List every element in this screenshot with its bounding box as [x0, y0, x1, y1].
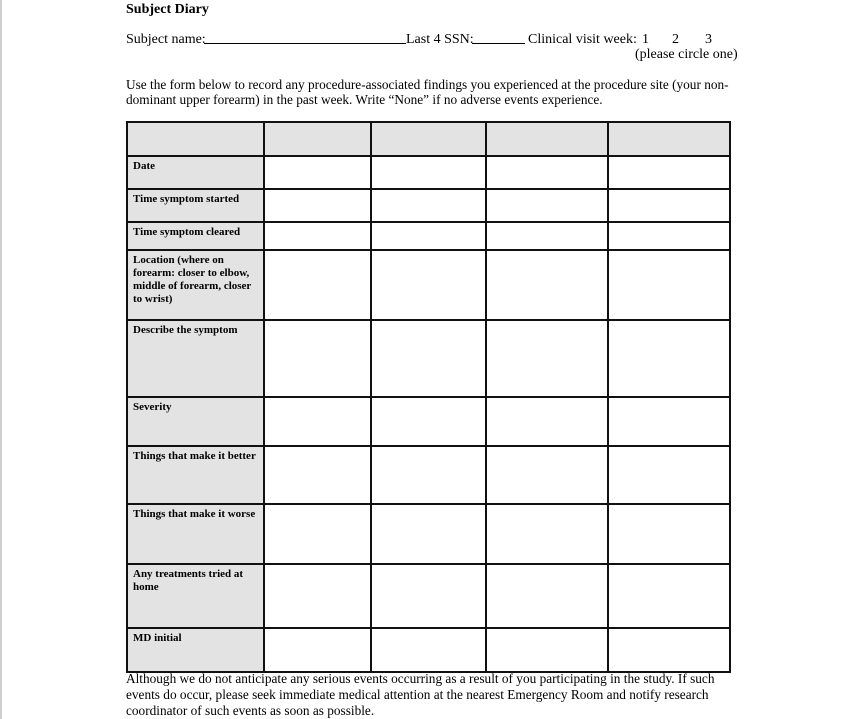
- table-header-row: [127, 122, 730, 156]
- visit-week-option-3[interactable]: 3: [705, 32, 712, 47]
- entry-cell[interactable]: [486, 504, 608, 564]
- table-row: [127, 504, 730, 564]
- table-row: [127, 222, 730, 250]
- row-label-severity: Severity: [127, 397, 264, 446]
- entry-cell[interactable]: [486, 397, 608, 446]
- row-label-time-cleared: Time symptom cleared: [127, 222, 264, 250]
- entry-cell[interactable]: [371, 189, 486, 222]
- entry-cell[interactable]: [371, 504, 486, 564]
- entry-cell[interactable]: [486, 628, 608, 672]
- subject-name-label: Subject name:: [126, 32, 206, 47]
- page-title: Subject Diary: [126, 2, 209, 17]
- row-label-treatments: Any treatments tried at home: [127, 564, 264, 628]
- entry-cell[interactable]: [264, 504, 371, 564]
- entry-cell[interactable]: [608, 564, 730, 628]
- row-label-worse: Things that make it worse: [127, 504, 264, 564]
- entry-cell[interactable]: [486, 564, 608, 628]
- circle-note: (please circle one): [635, 47, 738, 62]
- entry-cell[interactable]: [264, 397, 371, 446]
- entry-cell[interactable]: [264, 320, 371, 397]
- table-row: [127, 189, 730, 222]
- row-label-date: Date: [127, 156, 264, 189]
- row-label-location: Location (where on forearm: closer to elbow, middle of forearm, closer to wrist): [127, 250, 264, 320]
- entry-cell[interactable]: [371, 397, 486, 446]
- table-row: [127, 446, 730, 504]
- entry-cell[interactable]: [608, 250, 730, 320]
- visit-week-option-1[interactable]: 1: [642, 32, 649, 47]
- entry-cell[interactable]: [264, 250, 371, 320]
- entry-cell[interactable]: [608, 320, 730, 397]
- page-edge-divider: [0, 0, 2, 719]
- table-row: [127, 156, 730, 189]
- entry-cell[interactable]: [264, 189, 371, 222]
- instructions-text: Use the form below to record any procedure-associated findings you experienced at the procedure site (your non-dominant upper forearm) in the past week. Write “None” if no adverse events experience.: [126, 77, 729, 107]
- subject-name-field[interactable]: [204, 31, 406, 49]
- entry-cell[interactable]: [264, 446, 371, 504]
- entry-cell[interactable]: [608, 189, 730, 222]
- entry-cell[interactable]: [264, 628, 371, 672]
- entry-cell[interactable]: [608, 397, 730, 446]
- entry-cell[interactable]: [486, 222, 608, 250]
- row-label-md-initial: MD initial: [127, 628, 264, 672]
- entry-cell[interactable]: [486, 189, 608, 222]
- table-row: [127, 250, 730, 320]
- entry-cell[interactable]: [608, 222, 730, 250]
- entry-cell[interactable]: [371, 250, 486, 320]
- table-header-cell: [486, 122, 608, 156]
- visit-week-label: Clinical visit week:: [528, 32, 637, 47]
- entry-cell[interactable]: [486, 446, 608, 504]
- entry-cell[interactable]: [264, 564, 371, 628]
- table-row: [127, 628, 730, 672]
- entry-cell[interactable]: [608, 446, 730, 504]
- ssn-field[interactable]: [472, 31, 525, 49]
- entry-cell[interactable]: [371, 320, 486, 397]
- table-row: [127, 320, 730, 397]
- row-label-describe: Describe the symptom: [127, 320, 264, 397]
- row-label-time-started: Time symptom started: [127, 189, 264, 222]
- entry-cell[interactable]: [264, 156, 371, 189]
- entry-cell[interactable]: [608, 156, 730, 189]
- symptom-table: [126, 121, 731, 673]
- ssn-label: Last 4 SSN:: [406, 32, 474, 47]
- entry-cell[interactable]: [371, 222, 486, 250]
- entry-cell[interactable]: [371, 564, 486, 628]
- entry-cell[interactable]: [371, 628, 486, 672]
- entry-cell[interactable]: [608, 504, 730, 564]
- entry-cell[interactable]: [371, 446, 486, 504]
- table-row: [127, 564, 730, 628]
- entry-cell[interactable]: [486, 250, 608, 320]
- visit-week-option-2[interactable]: 2: [672, 32, 679, 47]
- entry-cell[interactable]: [486, 320, 608, 397]
- table-header-cell: [264, 122, 371, 156]
- footer-notice: Although we do not anticipate any serious events occurring as a result of you participating in the study. If such events do occur, please seek immediate medical attention at the nearest Emergency Room and notify research coordinator of such events as soon as possible.: [126, 671, 715, 718]
- entry-cell[interactable]: [486, 156, 608, 189]
- entry-cell[interactable]: [371, 156, 486, 189]
- table-header-cell: [608, 122, 730, 156]
- table-header-cell: [127, 122, 264, 156]
- table-header-cell: [371, 122, 486, 156]
- table-row: [127, 397, 730, 446]
- entry-cell[interactable]: [264, 222, 371, 250]
- row-label-better: Things that make it better: [127, 446, 264, 504]
- entry-cell[interactable]: [608, 628, 730, 672]
